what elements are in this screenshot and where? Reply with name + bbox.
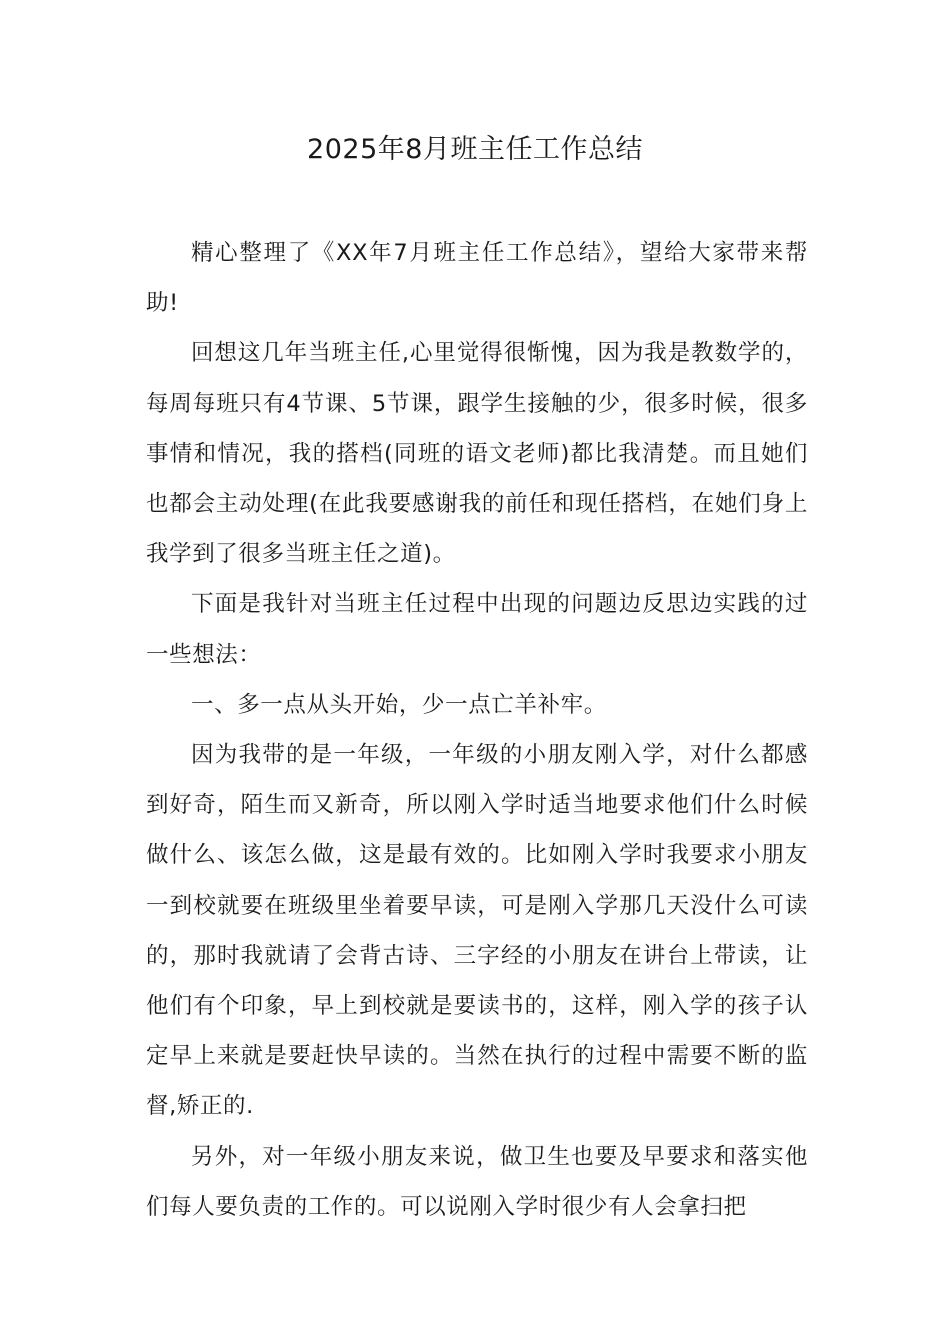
paragraph-cleaning: 另外，对一年级小朋友来说，做卫生也要及早要求和落实他们每人要负责的工作的。可以说刚入学时很少有人会拿扫把 — [146, 1143, 808, 1220]
document-body — [146, 228, 808, 1232]
paragraph-first-grade: 因为我带的是一年级，一年级的小朋友刚入学，对什么都感到好奇，陌生而又新奇，所以刚入学时适当地要求他们什么时候做什么、该怎么做，这是最有效的。比如刚入学时我要求小朋友一到校就要在班级里坐着要早读，可是刚入学那几天没什么可读的，那时我就请了会背古诗、三字经的小朋友在讲台上带读，让他们有个印象，早上到校就是要读书的，这样，刚入学的孩子认定早上来就是要赶快早读的。当然在执行的过程中需要不断的监督,矫正的. — [146, 742, 808, 1120]
paragraph-thoughts-intro: 下面是我针对当班主任过程中出现的问题边反思边实践的过一些想法： — [146, 591, 808, 668]
paragraph-intro: 精心整理了《XX年7月班主任工作总结》，望给大家带来帮助! — [146, 240, 808, 317]
document-title: 2025年8月班主任工作总结 — [307, 134, 643, 165]
section-heading-1: 一、多一点从头开始，少一点亡羊补牢。 — [191, 691, 607, 718]
paragraph-reflection: 回想这几年当班主任,心里觉得很惭愧，因为我是教数学的，每周每班只有4节课、5节课，跟学生接触的少，很多时候，很多事情和情况，我的搭档(同班的语文老师)都比我清楚。而且她们也都会主动处理(在此我要感谢我的前任和现任搭档，在她们身上我学到了很多当班主任之道)。 — [146, 340, 808, 568]
